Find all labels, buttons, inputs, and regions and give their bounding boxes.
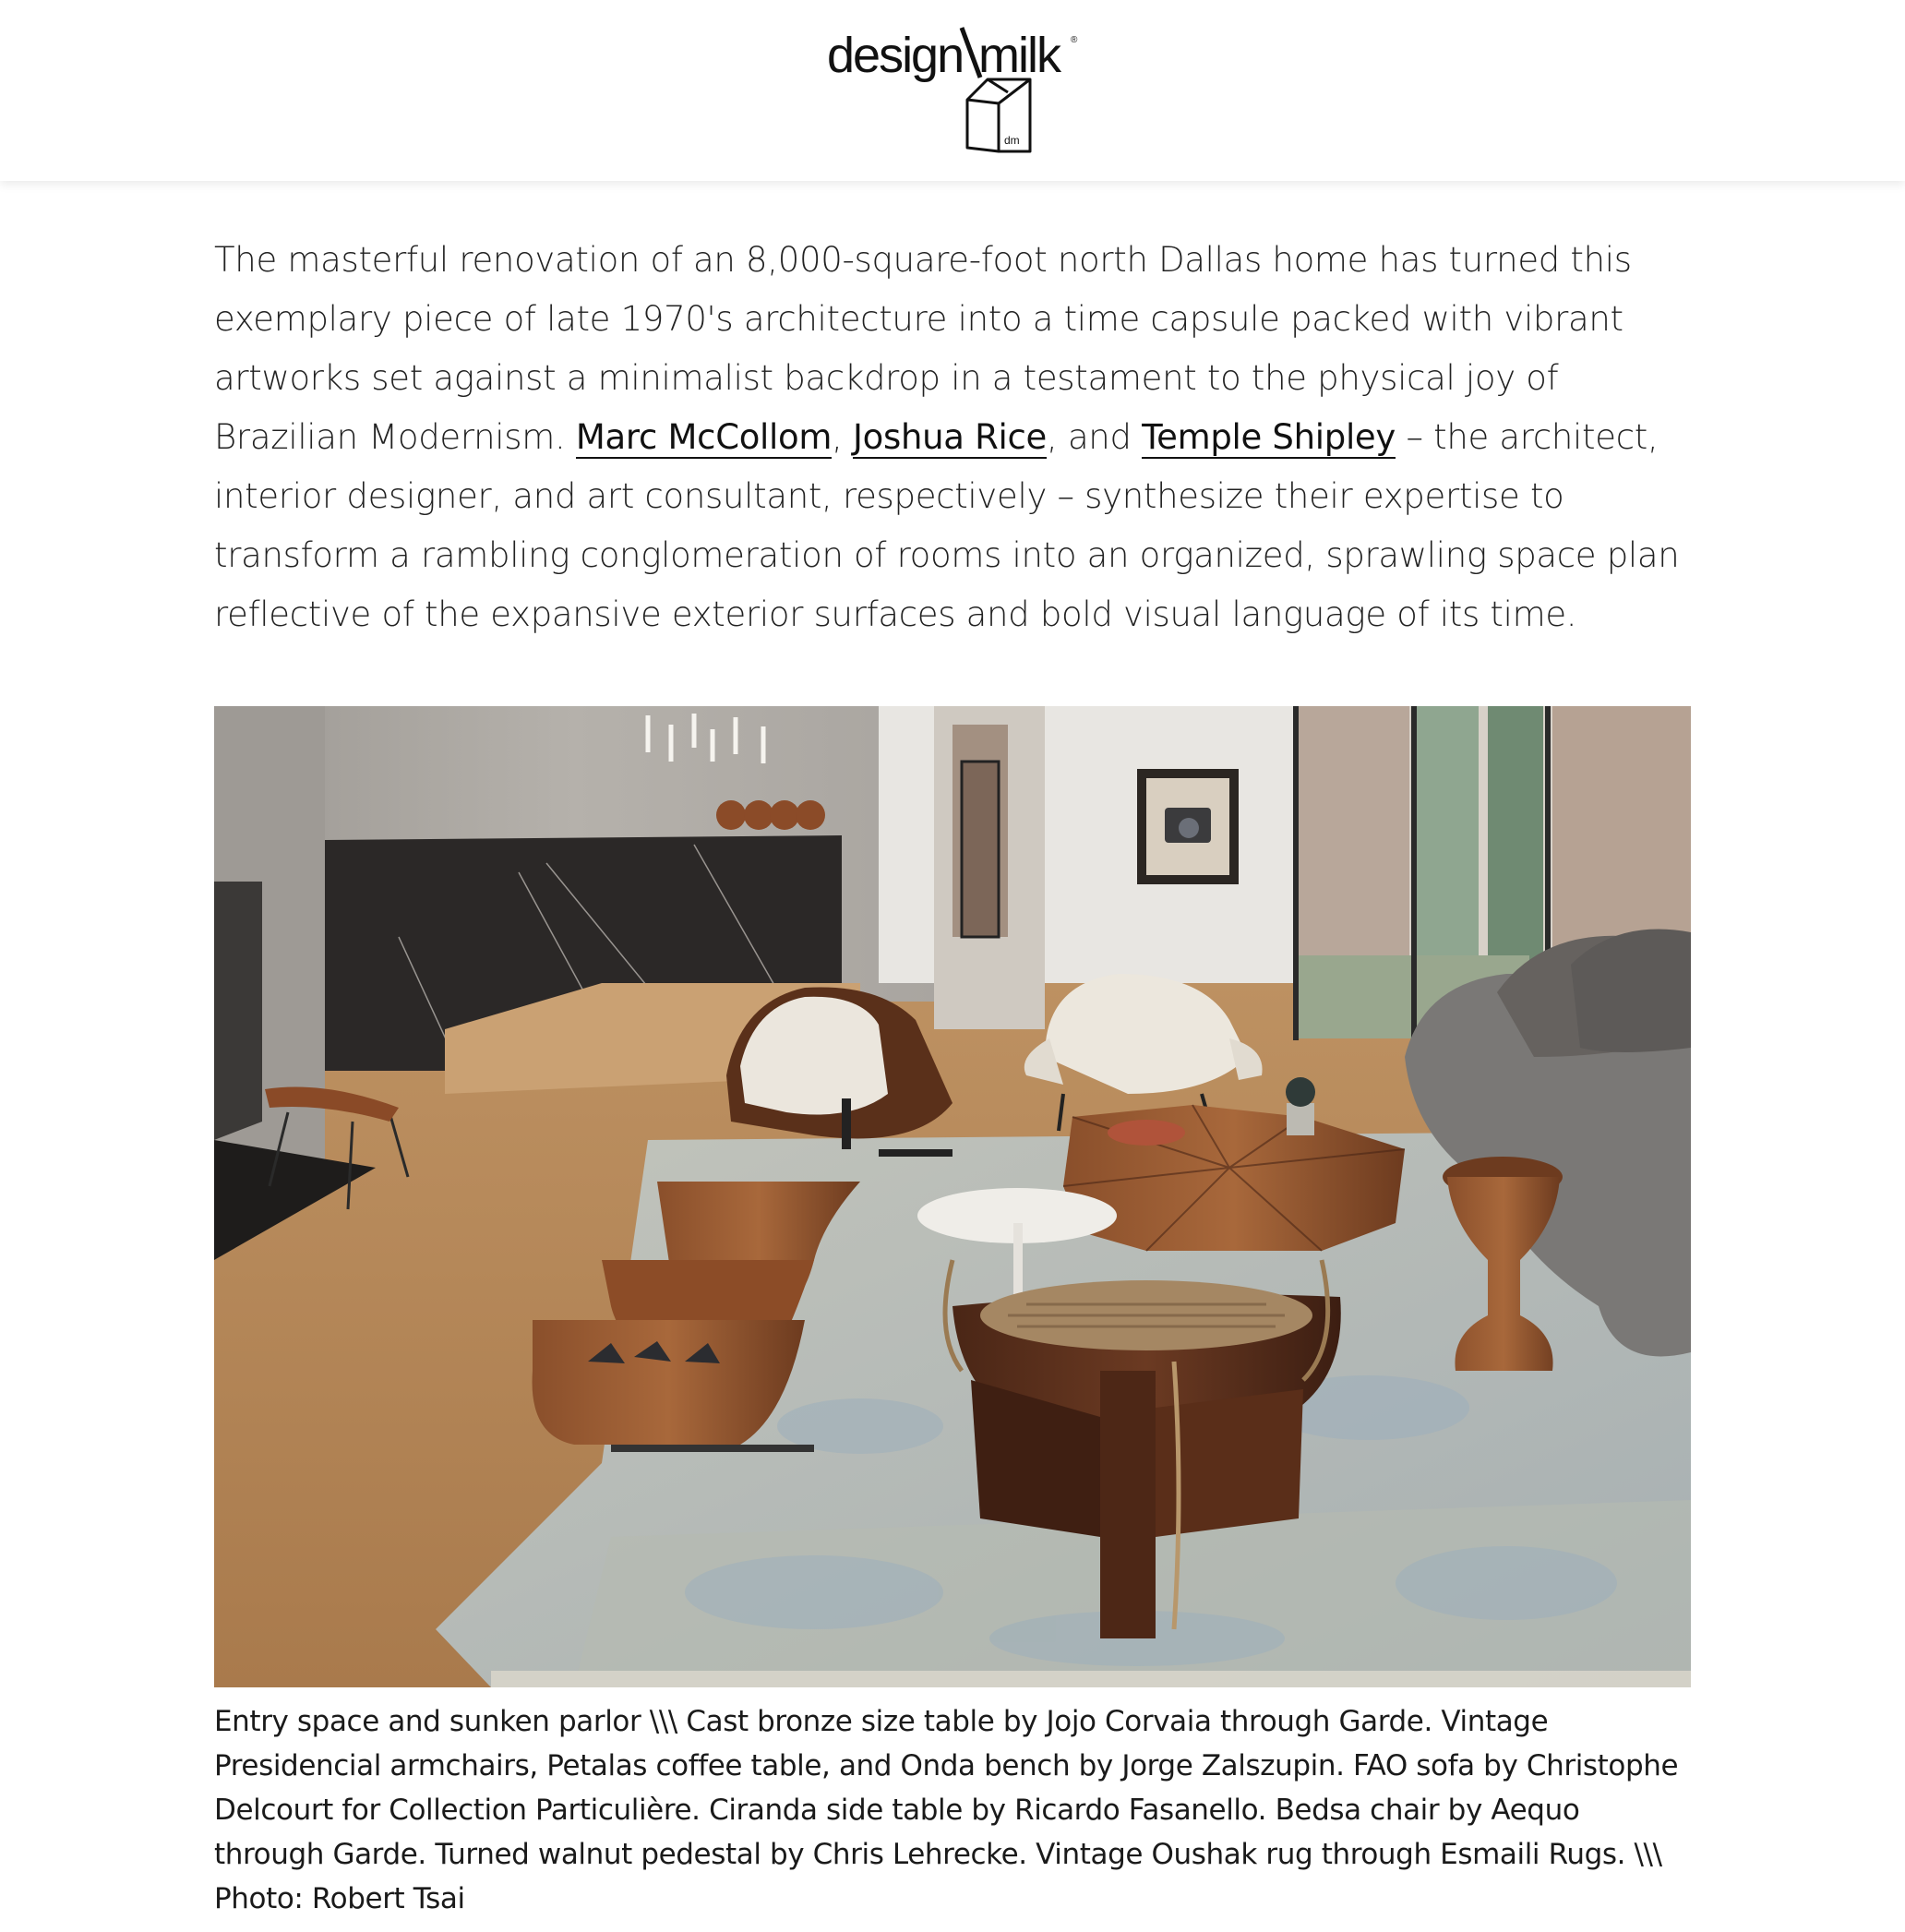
living-room-image <box>214 706 1691 1687</box>
link-marc-mccollom[interactable]: Marc McCollom <box>575 417 833 457</box>
logo-word-design: design <box>827 28 964 83</box>
article-body <box>214 231 1691 644</box>
intro-text-2: – the architect, interior designer, and art consultant, respectively – synthesize their expertise to transform a rambling conglomeration of rooms into an organized, sprawling space plan reflective of the expansive exterior surfaces and bold visual language of its time. <box>214 417 1680 634</box>
logo-mark-dm: dm <box>1004 134 1020 147</box>
logo-slash <box>962 28 980 78</box>
link-joshua-rice[interactable]: Joshua Rice <box>853 417 1048 457</box>
separator-comma: , <box>832 417 843 457</box>
carton-outline-icon <box>967 79 1030 151</box>
logo-registered-mark: ® <box>1071 35 1078 45</box>
intro-paragraph <box>214 231 1691 644</box>
site-logo[interactable] <box>823 20 1082 159</box>
logo-word-milk: milk <box>978 28 1060 83</box>
separator-and: , and <box>1047 417 1132 457</box>
intro-text-1: The masterful renovation of an 8,000-square-foot north Dallas home has turned this exemplary piece of late 1970's architecture into a time capsule packed with vibrant artworks set against a minimalist backdrop in a testament to the physical joy of Brazilian Modernism. <box>214 240 1632 457</box>
milk-carton-logo-icon <box>823 20 1082 159</box>
link-temple-shipley[interactable]: Temple Shipley <box>1142 417 1396 457</box>
interior-photo <box>214 706 1691 1687</box>
site-header <box>0 0 1905 181</box>
photo-caption: Entry space and sunken parlor \\\ Cast bronze size table by Jojo Corvaia through Garde. Vintage Presidencial armchairs, Petalas coffee table, and Onda bench by Jorge Zalszupin. FAO sofa by Christophe Delcourt for Collection Particulière. Ciranda side table by Ricardo Fasanello. Bedsa chair by Aequo through Garde. Turned walnut pedestal by Chris Lehrecke. Vintage Oushak rug through Esmaili Rugs. \\\ Photo: Robert Tsai <box>214 1705 1679 1915</box>
